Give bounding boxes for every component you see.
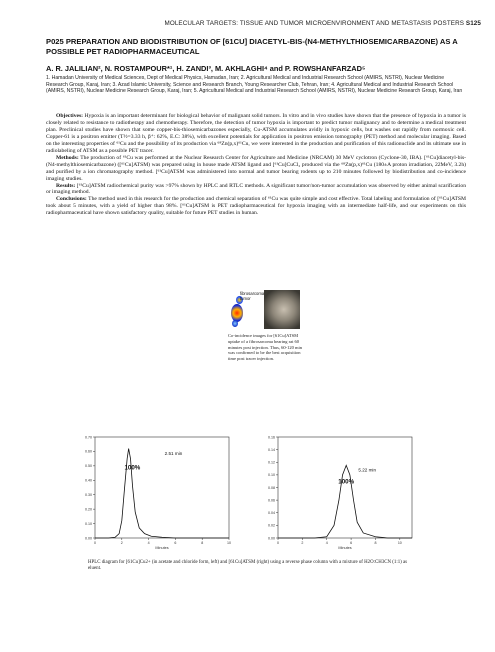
- retention-time-label: 2.51 min: [164, 451, 183, 457]
- x-tick-label: 4: [325, 541, 328, 545]
- y-tick-label: 0.12: [268, 460, 275, 465]
- results-label: Results:: [56, 182, 76, 189]
- y-tick-label: 0.04: [268, 511, 275, 516]
- coincidence-images: [228, 290, 300, 329]
- y-tick-label: 0.02: [268, 523, 275, 528]
- y-tick-label: 0.30: [85, 493, 92, 498]
- y-tick-label: 0.08: [268, 485, 275, 490]
- running-head: [164, 20, 481, 27]
- uptake-blob: [232, 320, 238, 327]
- objectives-paragraph: [46, 113, 466, 155]
- objectives-label: Objectives:: [56, 113, 84, 119]
- conclusions-label: Conclusions:: [56, 196, 87, 203]
- abstract-title: P025 PREPARATION AND BIODISTRIBUTION OF [61CU] DIACETYL-BIS-(N4-METHYLTHIOSEMICARBAZONE) AS A POSSIBLE PET RADIOPHARMACEUTICAL: [46, 37, 458, 56]
- x-tick-label: 6: [174, 541, 177, 545]
- conclusions-paragraph: [46, 196, 466, 217]
- conclusions-text: The method used in this research for the production and chemical separation of ⁶¹Cu was quite simple and cost effective. Total labeling and formulation of [⁶¹Cu]ATSM took about 5 minutes, with a yield of higher than 98%. [⁶¹Cu]ATSM is PET radiopharmaceutical for hypoxia imaging with an intermediate half-life, and our experiments on this radiopharmaceutical have shown satisfactory quality, suitable for future PET studies in human.: [46, 196, 466, 217]
- affiliations: 1. Hamadan University of Medical Sciences, Dept of Medical Physics, Hamadan, Iran; 2. Agricultural Medical and Industrial Research School (AMIRS, NSTRI), Nuclear Medicine Research Group, Karaj, Iran; 3. Azad Islamic University, Science and Research Branch, Young Researcher Club, Tehran, Iran; 4. Agricultural Medical and Industrial Research School (AMIRS, NSTRI), Nuclear Medicine Research Group, Karaj, Iran; 5. Agricultural Medical and Industrial Research School (AMIRS, NSTRI), Nuclear Medicine Research Group, Karaj, Iran: [46, 75, 463, 95]
- hplc-chart-right: [258, 427, 423, 552]
- x-tick-label: 8: [374, 541, 377, 545]
- hplc-chart-right-svg: [258, 427, 423, 552]
- chromatogram-line: [278, 465, 412, 538]
- peak-area-label: 100%: [338, 478, 355, 486]
- y-tick-label: 0.00: [268, 536, 275, 541]
- y-tick-label: 0.20: [85, 507, 92, 512]
- running-head-text: MOLECULAR TARGETS: TISSUE AND TUMOR MICROENVIRONMENT AND METASTASIS POSTERS: [164, 20, 465, 27]
- y-tick-label: 0.16: [268, 435, 275, 440]
- hplc-chart-left: [75, 427, 240, 552]
- peak-area-label: 100%: [124, 464, 141, 472]
- abstract-body: [46, 113, 466, 217]
- x-tick-label: 10: [397, 541, 402, 545]
- plot-frame: [95, 437, 229, 538]
- methods-paragraph: [46, 155, 466, 183]
- x-tick-label: 2: [120, 541, 123, 545]
- retention-time-label: 5.22 min: [358, 467, 377, 473]
- y-tick-label: 0.14: [268, 447, 275, 452]
- x-tick-label: 2: [301, 541, 304, 545]
- y-tick-label: 0.70: [85, 435, 92, 440]
- x-tick-label: 6: [350, 541, 353, 545]
- rat-photo: [264, 290, 300, 329]
- y-tick-label: 0.06: [268, 498, 275, 503]
- x-axis-label: Minutes: [338, 546, 352, 550]
- y-tick-label: 0.40: [85, 478, 92, 483]
- results-paragraph: [46, 183, 466, 197]
- methods-label: Methods:: [56, 154, 79, 161]
- y-tick-label: 0.00: [85, 536, 92, 541]
- x-tick-label: 0: [94, 541, 96, 545]
- chromatogram-line: [95, 449, 229, 538]
- figure2-caption: HPLC diagram for [61Cu]Cu2+ (in acetate and chloride form, left) and [61Cu]ATSM (right) using a reverse phase column with a mixture of H2O:CH3CN (1:1) as eluent.: [88, 560, 408, 572]
- page-number: S125: [465, 20, 481, 27]
- y-tick-label: 0.10: [85, 521, 92, 526]
- author-list: A. R. JALILIAN², N. ROSTAMPOUR*¹, H. ZANDI³, M. AKHLAGHI⁴ and P. ROWSHANFARZAD⁵: [46, 64, 366, 73]
- y-tick-label: 0.60: [85, 449, 92, 454]
- x-tick-label: 0: [277, 541, 279, 545]
- figure1-caption: Co-incidence images for [61Cu]ATSM uptake of a fibrosarcoma bearing rat 60 minutes post injection. Thus, 60-120 min was confirmed to be the best acquisition time post tracer injection.: [228, 333, 303, 362]
- y-tick-label: 0.50: [85, 464, 92, 469]
- tumor-label: fibrosarcoma tumor: [240, 291, 264, 301]
- y-tick-label: 0.10: [268, 473, 275, 478]
- methods-text: The production of ⁶¹Cu was performed at the Nuclear Research Center for Agriculture and Medicine (NRCAM) 30 MeV cyclotron (Cyclone-30, IBA). [⁶¹Cu]diacetyl-bis-(N4-methylthiosemicarbazone) ([⁶¹Cu]ATSM) was prepared using in house made ATSM ligand and [⁶¹Cu]CuCl₂ produced via the ⁶⁸Zn(p,x)⁶¹Cu (180±A proton irradiation, 22MeV, 3.2h) and purified by a ion chromatography method. [⁶¹Cu]ATSM was administered into normal and tumor bearing rodents up to 210 minutes followed by biodistribution and co-incidence imaging studies.: [46, 154, 466, 182]
- x-tick-label: 10: [227, 541, 231, 545]
- x-axis-label: Minutes: [155, 546, 169, 550]
- x-tick-label: 8: [201, 541, 204, 545]
- results-text: [⁶¹Cu]ATSM radiochemical purity was >97% shown by HPLC and RTLC methods. A significant tumor/non-tumor accumulation was observed by either animal scarification or imaging method.: [46, 182, 466, 196]
- plot-frame: [278, 437, 412, 538]
- pet-image: [228, 290, 264, 329]
- hplc-chart-left-svg: [75, 427, 240, 552]
- objectives-text: Hypoxia is an important determinant for biological behavior of malignant solid tumors. In vitro and in vivo studies have shown that the presence of hypoxia in a tumor is closely related to resistance to radiotherapy and chemotherapy. Therefore, the detection of tumor hypoxia is important to predict tumor malignancy and to determine a medical treatment plan. Preclinical studies have shown that some copper-bis-thiosemicarbazones especially, Cu-ATSM accumulates avidly in hypoxic cells, but washes out rapidly from normoxic cell. Copper-61 is a positron emitter (T½=3.33 h, β⁺: 62%, E.C: 38%), with excellent potentials for application in positron emission tomography (PET) method and molecular imaging. Based on the interesting properties of ⁶¹Cu and the possibility of its production via ⁶⁸Zn(p,x)⁶¹Cu, we were interested in the production and purification of this radionuclide and its ultimate use in radiolabeling of ATSM as a possible PET tracer.: [46, 113, 466, 154]
- x-tick-label: 4: [147, 541, 150, 545]
